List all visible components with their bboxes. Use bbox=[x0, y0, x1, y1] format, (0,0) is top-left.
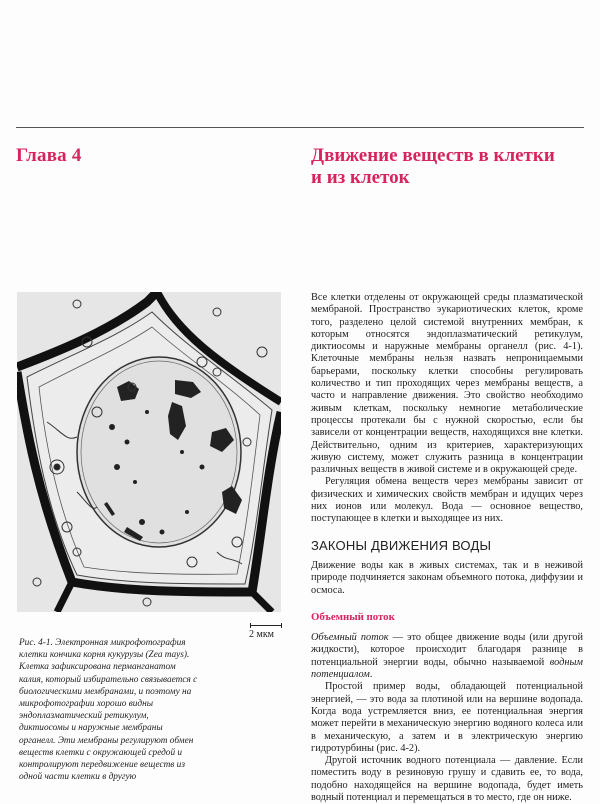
section-heading: ЗАКОНЫ ДВИЖЕНИЯ ВОДЫ bbox=[311, 537, 492, 553]
figure-caption-text: Рис. 4-1. Электронная микрофотография клетки кончика корня кукурузы (Zea mays). Клетка зафиксирована перманганатом калия, который избирательно связывается с биологическими мембранами, и поэтому на микрофотографии хорошо видны эндоплазматический ретикулум, диктиосомы и наружные мембраны органелл. Эти мембраны регулируют обмен веществ клетки с окружающей средой и контролируют передвижение веществ из одной части клетки в другую bbox=[19, 638, 198, 783]
cell-micrograph-image bbox=[17, 292, 281, 612]
paragraph-pressure: Другой источник водного потенциала — давление. Если поместить воду в резиновую грушу и сдавить ее, то вода, подобно находящейся на вершине водопада, будет иметь водный потенциал и перемещаться в то место, где он ниже. bbox=[311, 755, 583, 803]
term-bulk-flow: Объемный поток bbox=[311, 632, 389, 644]
chapter-title bbox=[311, 145, 581, 189]
paragraph-dam-example: Простой пример воды, обладающей потенциальной энергией, — это вода за плотиной или на вершине водопада. Когда вода устремляется вниз, ее потенциальная энергия может перейти в механическую энергию водяного колеса или в механическую, а затем и в электрическую энергию гидротурбины (рис. 4-2). bbox=[311, 681, 583, 754]
term-water-potential: водным потенциалом bbox=[311, 656, 583, 681]
paragraph-intro: Все клетки отделены от окружающей среды плазматической мембраной. Пространство эукариотических клеток, кроме того, разделено целой системой внутренних мембран, к которым относятся эндоплазматический ретикулум, диктиосомы и наружные мембраны органелл (рис. 4-1). Клеточные мембраны нельзя назвать непроницаемыми барьерами, поскольку клетки способны регулировать количество и тип проходящих через мембраны веществ, а часто и направление движения. Это свойство необходимо живым клеткам, поскольку немногие метаболические процессы протекали бы с нужной скоростью, если бы зависели от концентрации веществ, находящихся вне клетки. Действительно, одним из критериев, характеризующих живую систему, может служить разница в концентрации различных веществ в живой системе и в окружающей среде. bbox=[311, 292, 583, 476]
paragraph-regulation: Регуляция обмена веществ через мембраны зависит от физических и химических свойств мембран и идущих через них ионов или молекул. Вода — основное вещество, поступающее в клетки и выходящее из них. bbox=[311, 476, 583, 525]
chapter-label: Глава 4 bbox=[16, 145, 82, 166]
header-rule bbox=[16, 127, 584, 128]
subsection-heading: Объемный поток bbox=[311, 610, 395, 623]
paragraph-water-laws: Движение воды как в живых системах, так и в неживой природе подчиняется законам объемного потока, диффузии и осмоса. bbox=[311, 559, 583, 596]
paragraph-bulk-flow: Объемный поток — это общее движение воды (или другой жидкости), которое происходит благодаря разнице в потенциальной энергии воды, обычно называемой водным потенциалом. bbox=[311, 632, 584, 681]
scale-bar-label: 2 мкм bbox=[249, 629, 275, 640]
chapter-title-line1: Движение веществ в клетки bbox=[311, 145, 555, 166]
figure-caption bbox=[19, 637, 199, 783]
scale-bar bbox=[250, 623, 282, 628]
body-text-column bbox=[311, 292, 583, 804]
micrograph-figure bbox=[17, 292, 281, 612]
chapter-title-line2: и из клеток bbox=[311, 167, 410, 188]
